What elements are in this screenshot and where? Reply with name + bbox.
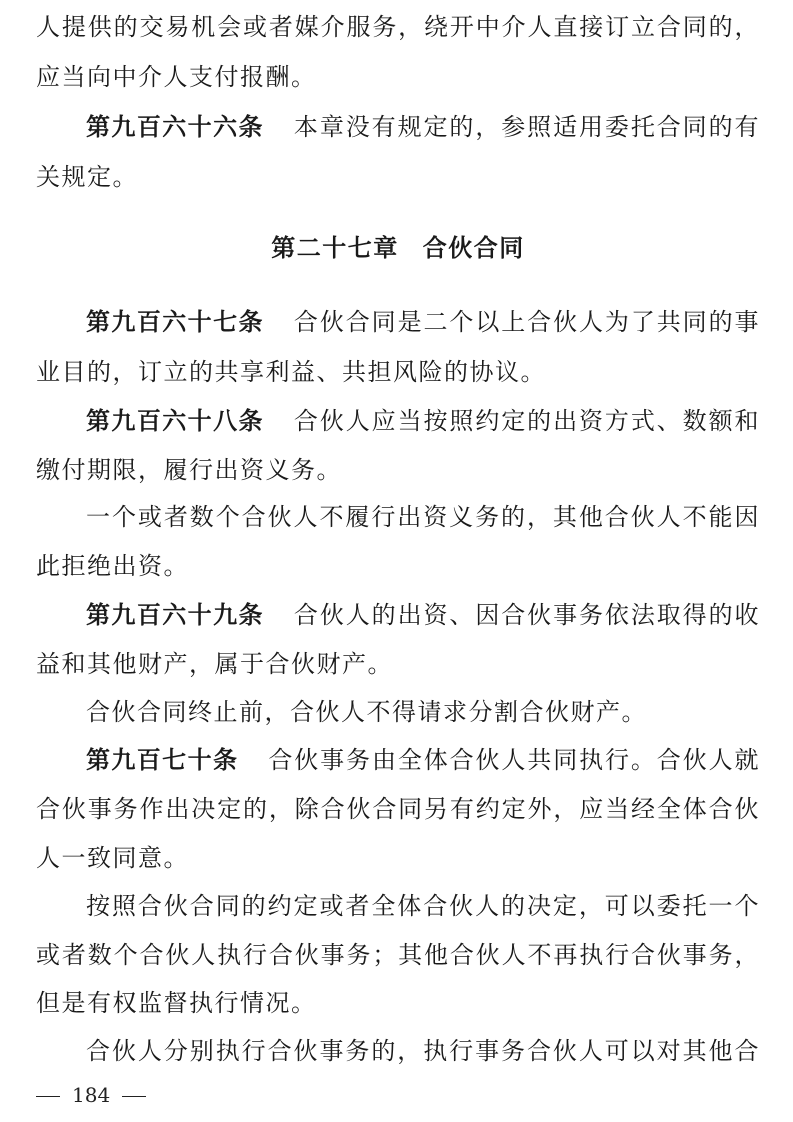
footer-dash-right <box>122 1096 146 1097</box>
footer-dash-left <box>36 1096 60 1097</box>
article-970 <box>86 745 760 775</box>
article-966 <box>86 112 760 142</box>
chapter-label: 第二十七章 <box>271 234 399 262</box>
paragraph-line: 但是有权监督执行情况。 <box>36 989 317 1017</box>
paragraph-line: 人提供的交易机会或者媒介服务，绕开中介人直接订立合同的， <box>36 13 760 41</box>
paragraph-line: 一个或者数个合伙人不履行出资义务的，其他合伙人不能因 <box>86 503 760 531</box>
article-label: 第九百七十条 <box>86 746 239 774</box>
paragraph-line: 合伙人分别执行合伙事务的，执行事务合伙人可以对其他合 <box>86 1037 760 1065</box>
paragraph-line: 关规定。 <box>36 163 138 191</box>
page-number: 184 <box>72 1083 111 1107</box>
paragraph-line: 益和其他财产，属于合伙财产。 <box>36 650 393 678</box>
article-968 <box>86 406 760 436</box>
article-969 <box>86 600 760 630</box>
article-label: 第九百六十六条 <box>86 113 264 141</box>
chapter-heading <box>36 233 760 263</box>
paragraph-line: 缴付期限，履行出资义务。 <box>36 456 342 484</box>
paragraph-line: 应当向中介人支付报酬。 <box>36 63 317 91</box>
document-page <box>36 0 760 1122</box>
article-text: 合伙事务由全体合伙人共同执行。合伙人就 <box>268 746 760 774</box>
paragraph-line: 合伙事务作出决定的，除合伙合同另有约定外，应当经全体合伙 <box>36 795 760 823</box>
article-967 <box>86 307 760 337</box>
paragraph-line: 人一致同意。 <box>36 844 189 872</box>
page-footer <box>36 1083 158 1107</box>
paragraph-line: 合伙合同终止前，合伙人不得请求分割合伙财产。 <box>86 698 647 726</box>
paragraph-line: 按照合伙合同的约定或者全体合伙人的决定，可以委托一个 <box>86 892 760 920</box>
chapter-title: 合伙合同 <box>422 234 525 262</box>
article-label: 第九百六十九条 <box>86 601 264 629</box>
article-label: 第九百六十八条 <box>86 407 264 435</box>
paragraph-line: 此拒绝出资。 <box>36 552 189 580</box>
article-text: 合伙合同是二个以上合伙人为了共同的事 <box>293 308 761 336</box>
article-text: 合伙人的出资、因合伙事务依法取得的收 <box>293 601 761 629</box>
article-label: 第九百六十七条 <box>86 308 264 336</box>
article-text: 合伙人应当按照约定的出资方式、数额和 <box>293 407 761 435</box>
article-text: 本章没有规定的，参照适用委托合同的有 <box>293 113 761 141</box>
paragraph-line: 或者数个合伙人执行合伙事务；其他合伙人不再执行合伙事务， <box>36 941 760 969</box>
paragraph-line: 业目的，订立的共享利益、共担风险的协议。 <box>36 358 546 386</box>
